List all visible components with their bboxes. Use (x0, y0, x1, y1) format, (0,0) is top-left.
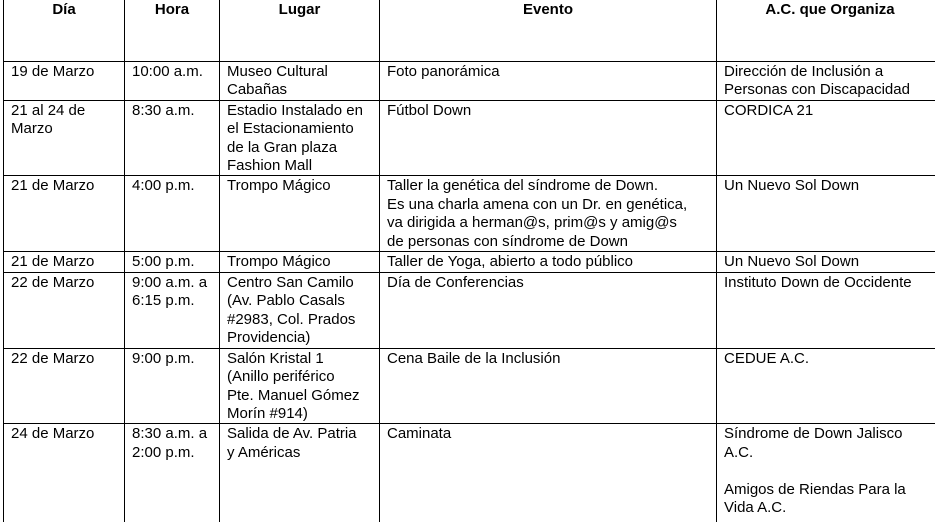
cell-ac: CORDICA 21 (717, 100, 935, 176)
cell-evento: Cena Baile de la Inclusión (380, 348, 717, 424)
table-body (4, 62, 935, 522)
table-row (4, 273, 935, 349)
cell-ac: CEDUE A.C. (717, 348, 935, 424)
cell-dia: 21 de Marzo (4, 176, 125, 252)
cell-ac: Un Nuevo Sol Down (717, 176, 935, 252)
header-dia: Día (4, 0, 125, 62)
cell-hora: 10:00 a.m. (125, 62, 220, 101)
cell-dia: 22 de Marzo (4, 348, 125, 424)
cell-hora: 8:30 a.m. (125, 100, 220, 176)
table-row (4, 424, 935, 522)
cell-hora: 9:00 p.m. (125, 348, 220, 424)
table-header (4, 0, 935, 62)
cell-lugar: Trompo Mágico (220, 176, 380, 252)
header-lugar: Lugar (220, 0, 380, 62)
cell-lugar: Estadio Instalado en el Estacionamiento de la Gran plaza Fashion Mall (220, 100, 380, 176)
cell-dia: 24 de Marzo (4, 424, 125, 522)
cell-dia: 21 al 24 de Marzo (4, 100, 125, 176)
cell-hora: 9:00 a.m. a 6:15 p.m. (125, 273, 220, 349)
blank-line (724, 462, 935, 480)
cell-lugar: Trompo Mágico (220, 252, 380, 273)
table-row (4, 348, 935, 424)
cell-hora: 4:00 p.m. (125, 176, 220, 252)
table-row (4, 252, 935, 273)
header-ac: A.C. que Organiza (717, 0, 935, 62)
cell-hora: 8:30 a.m. a 2:00 p.m. (125, 424, 220, 522)
cell-evento: Taller de Yoga, abierto a todo público (380, 252, 717, 273)
cell-dia: 21 de Marzo (4, 252, 125, 273)
cell-hora: 5:00 p.m. (125, 252, 220, 273)
cell-ac: Un Nuevo Sol Down (717, 252, 935, 273)
cell-evento: Taller la genética del síndrome de Down. Es una charla amena con un Dr. en genética, va dirigida a herman@s, prim@s y amig@s de personas con síndrome de Down (380, 176, 717, 252)
header-row (4, 0, 935, 62)
cell-ac: Síndrome de Down Jalisco A.C. Amigos de Riendas Para la Vida A.C. (717, 424, 935, 522)
cell-ac: Dirección de Inclusión a Personas con Discapacidad (717, 62, 935, 101)
table-row (4, 62, 935, 101)
cell-lugar: Salida de Av. Patria y Américas (220, 424, 380, 522)
header-hora: Hora (125, 0, 220, 62)
cell-lugar: Museo Cultural Cabañas (220, 62, 380, 101)
cell-evento: Caminata (380, 424, 717, 522)
header-evento: Evento (380, 0, 717, 62)
cell-evento: Día de Conferencias (380, 273, 717, 349)
events-table (3, 0, 935, 522)
cell-ac: Instituto Down de Occidente (717, 273, 935, 349)
cell-dia: 19 de Marzo (4, 62, 125, 101)
table-row (4, 176, 935, 252)
table-row (4, 100, 935, 176)
cell-evento: Foto panorámica (380, 62, 717, 101)
cell-lugar: Salón Kristal 1 (Anillo periférico Pte. Manuel Gómez Morín #914) (220, 348, 380, 424)
cell-evento: Fútbol Down (380, 100, 717, 176)
cell-lugar: Centro San Camilo (Av. Pablo Casals #2983, Col. Prados Providencia) (220, 273, 380, 349)
cell-dia: 22 de Marzo (4, 273, 125, 349)
